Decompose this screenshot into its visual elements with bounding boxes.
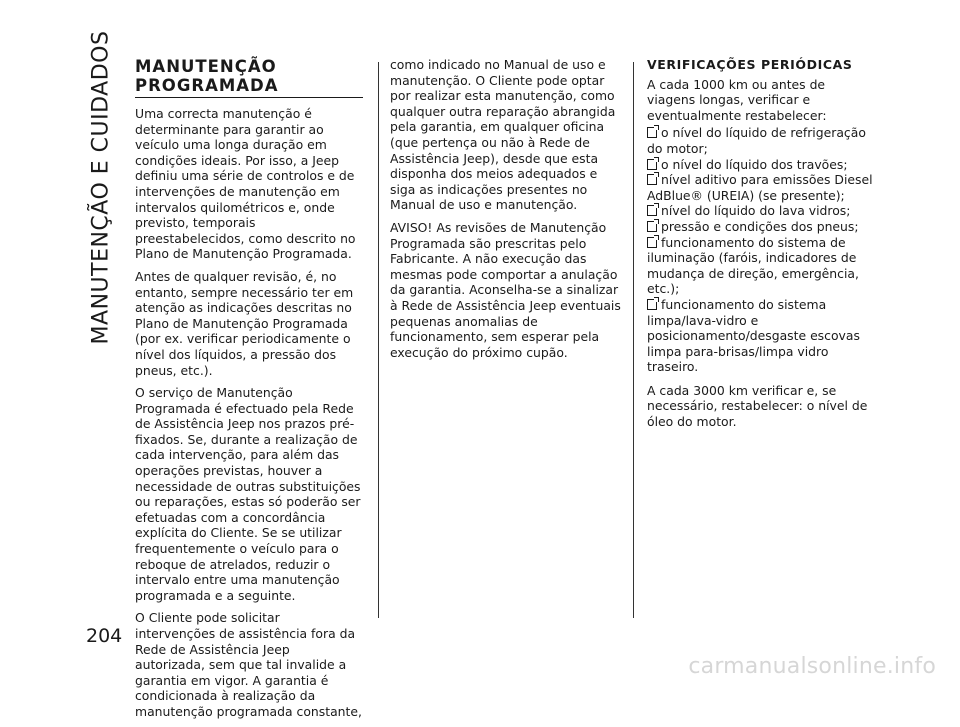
list-item (647, 219, 877, 235)
maintenance-paragraph-2: Antes de qualquer revisão, é, no entanto, sempre necessário ter em atenção as indicações descritas no Plano de Manutenção Programada (por ex. verificar periodicamente o nível dos líquidos, a pressão dos pneus, etc.). (135, 268, 354, 378)
list-item (647, 125, 877, 156)
column-periodic-checks (647, 57, 877, 437)
continuation-paragraph-1: como indicado no Manual de uso e manutenção. O Cliente pode optar por realizar esta manutenção, como qualquer outra reparação abrangida pela garantia, em qualquer oficina (que pertença ou não à Rede de Assistência Jeep), desde que esta disponha dos meios adequados e siga as indicações presentes no Manual de uso e manutenção. (390, 57, 616, 213)
periodic-checks-list (647, 125, 877, 375)
maintenance-paragraph-3: O serviço de Manutenção Programada é efectuado pela Rede de Assistência Jeep nos prazos pré-fixados. Se, durante a realização de cada intervenção, para além das operações previstas, houver a necessidade de outras substituições ou reparações, estas só poderão ser efetuadas com a concordância explícita do Cliente. Se se utilizar frequentemente o veículo para o reboque de atrelados, reduzir o intervalo entre uma manutenção programada e a seguinte. (135, 385, 361, 603)
section-side-title (84, 30, 118, 344)
list-item-text: o nível do líquido dos travões; (661, 156, 848, 172)
list-item (647, 297, 877, 375)
column-divider-1 (378, 62, 379, 618)
checkbox-bullet-icon (647, 159, 657, 170)
list-item-text: funcionamento do sistema de iluminação (faróis, indicadores de mudança de direção, emergência, etc.); (647, 234, 859, 297)
column-divider-2 (633, 62, 634, 618)
column-maintenance (135, 57, 363, 727)
maintenance-paragraph-4: O Cliente pode solicitar intervenções de assistência fora da Rede de Assistência Jeep autorizada, sem que tal invalide a garantia em vigor. A garantia é condicionada à realização da manutenção programada constante, (135, 610, 362, 719)
checkbox-bullet-icon (647, 174, 657, 185)
checkbox-bullet-icon (647, 221, 657, 232)
list-item-text: nível aditivo para emissões Diesel AdBlue® (UREIA) (se presente); (647, 172, 873, 203)
checkbox-bullet-icon (647, 237, 657, 248)
list-item (647, 172, 877, 203)
periodic-checks-heading: VERIFICAÇÕES PERIÓDICAS (647, 57, 853, 72)
maintenance-heading-line1: MANUTENÇÃO (135, 57, 277, 76)
list-item (647, 235, 877, 297)
list-item (647, 157, 877, 173)
checkbox-bullet-icon (647, 127, 657, 138)
maintenance-paragraph-1: Uma correcta manutenção é determinante para garantir ao veículo uma longa duração em condições ideais. Por isso, a Jeep definiu uma série de controlos e de intervenções de manutenção em intervalos quilométricos e, onde previsto, temporais preestabelecidos, como descrito no Plano de Manutenção Programada. (135, 106, 356, 262)
periodic-checks-intro: A cada 1000 km ou antes de viagens longas, verificar e eventualmente restabelecer: (647, 76, 827, 123)
watermark: carmanualsonline.info (688, 654, 936, 679)
checkbox-bullet-icon (647, 299, 657, 310)
list-item-text: pressão e condições dos pneus; (661, 218, 859, 234)
maintenance-heading (135, 57, 363, 98)
page-number: 204 (86, 625, 123, 647)
list-item-text: nível do líquido do lava vidros; (661, 203, 851, 219)
checkbox-bullet-icon (647, 205, 657, 216)
list-item (647, 203, 877, 219)
periodic-checks-outro: A cada 3000 km verificar e, se necessário, restabelecer: o nível de óleo do motor. (647, 382, 868, 430)
maintenance-heading-line2: PROGRAMADA (135, 76, 279, 95)
section-side-title-text: MANUTENÇÃO E CUIDADOS (88, 30, 114, 344)
warning-paragraph: AVISO! As revisões de Manutenção Programada são prescritas pelo Fabricante. A não execução das mesmas pode comportar a anulação da garantia. Aconselha-se a sinalizar à Rede de Assistência Jeep eventuais pequenas anomalias de funcionamento, sem esperar pela execução do próximo cupão. (390, 219, 621, 360)
column-continuation (390, 57, 622, 367)
list-item-text: funcionamento do sistema limpa/lava-vidro e posicionamento/desgaste escovas limpa para-brisas/limpa vidro traseiro. (647, 296, 860, 375)
list-item-text: o nível do líquido de refrigeração do motor; (647, 125, 866, 156)
